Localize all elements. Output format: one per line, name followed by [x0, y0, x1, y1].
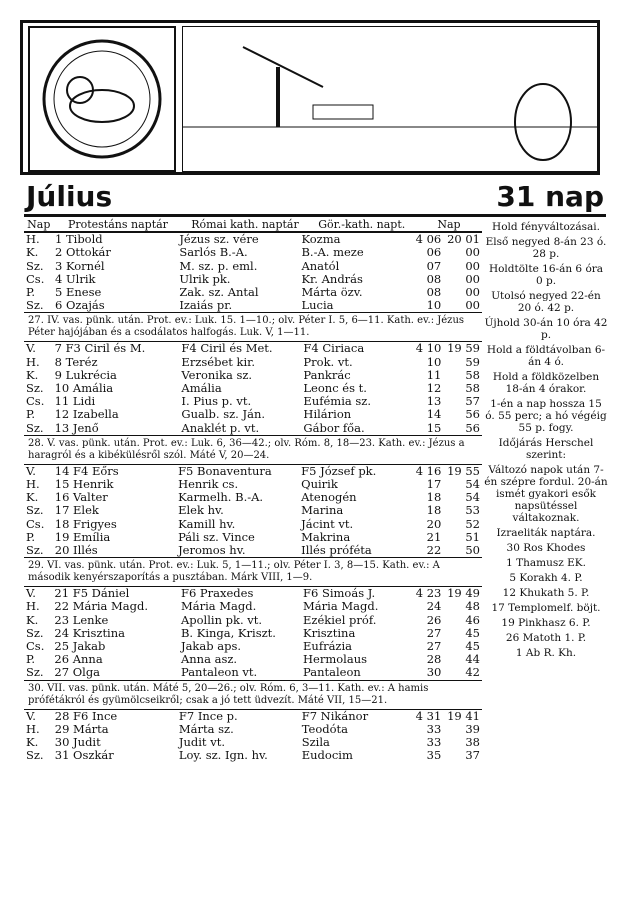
table-cell: Pantaleon — [303, 665, 361, 680]
table-cell: 53 — [465, 503, 480, 518]
table-cell: 4 10 — [415, 341, 442, 356]
table-cell: 28 F6 Ince — [54, 708, 118, 723]
table-cell: B.-A. meze — [301, 245, 364, 260]
table-cell: 10 — [426, 354, 442, 369]
table-cell: 14 F4 Eőrs — [54, 463, 119, 478]
table-row — [24, 544, 482, 557]
table-cell: 8 Teréz — [54, 354, 98, 369]
table-cell: 9 Lukrécia — [54, 367, 117, 382]
table-cell: Sz. — [26, 503, 44, 518]
table-cell: 45 — [465, 639, 480, 654]
table-cell: H. — [26, 477, 40, 492]
table-cell: 18 Frigyes — [54, 516, 117, 531]
table-cell: Veronika sz. — [181, 367, 253, 382]
table-cell: Mária Magd. — [303, 599, 379, 614]
table-cell: 24 — [426, 599, 442, 614]
table-cell: I. Pius p. vt. — [181, 394, 252, 409]
column-header-sun: Nap — [416, 218, 482, 232]
table-cell: 14 — [426, 407, 442, 422]
table-cell: Elek hv. — [178, 503, 224, 518]
table-cell: Jácint vt. — [301, 516, 354, 531]
table-cell: 46 — [465, 612, 480, 627]
table-cell: 22 — [426, 543, 442, 558]
side-note: Időjárás Herschel szerint: — [498, 437, 594, 461]
table-cell: Mária Magd. — [180, 599, 257, 614]
table-cell: F4 Ciriaca — [303, 341, 365, 356]
table-cell: V. — [26, 708, 36, 723]
table-cell: 19 49 — [447, 586, 480, 601]
table-row — [24, 518, 482, 531]
side-note: 5 Korakh 4. P. — [509, 572, 583, 584]
table-cell: Kozma — [301, 232, 341, 247]
table-cell: Sz. — [26, 665, 44, 680]
table-cell: Márta özv. — [301, 285, 363, 300]
table-cell: Sz. — [26, 258, 44, 273]
table-cell: Loy. sz. Ign. hv. — [178, 748, 268, 763]
table-cell: 20 Illés — [54, 543, 98, 558]
side-note: 1 Ab R. Kh. — [515, 647, 577, 659]
table-cell: 35 — [426, 748, 442, 763]
table-cell: Makrina — [301, 529, 351, 544]
table-cell: 11 Lidi — [54, 394, 96, 409]
table-cell: 38 — [465, 735, 480, 750]
table-cell: 21 F5 Dániel — [54, 586, 130, 601]
table-row — [24, 587, 482, 601]
gospel-note: 27. IV. vas. pünk. után. Prot. ev.: Luk. 15. 1—10.; olv. Péter I. 5, 6—11. Kath. ev.: Jézus Péter hajójában és a csodálatos halfogás. Luk. V, 1—11. — [24, 312, 482, 341]
table-cell: Eudocim — [301, 748, 353, 763]
table-row — [24, 233, 482, 247]
table-cell: 57 — [465, 394, 480, 409]
table-cell: K. — [26, 735, 39, 750]
table-cell: Cs. — [26, 394, 45, 409]
table-row — [24, 464, 482, 478]
table-cell: F6 Praxedes — [180, 586, 254, 601]
table-row — [24, 614, 482, 627]
column-header-prot: Protestáns naptár — [54, 218, 183, 232]
table-cell: Illés próféta — [301, 543, 372, 558]
table-cell: 25 Jakab — [54, 639, 106, 654]
table-cell: 10 Amália — [54, 381, 114, 396]
table-cell: 45 — [465, 625, 480, 640]
table-cell: 54 — [465, 477, 480, 492]
table-cell: Szila — [301, 735, 330, 750]
table-row — [24, 342, 482, 356]
week-block — [24, 464, 482, 557]
table-cell: 31 Oszkár — [54, 748, 114, 763]
table-cell: Leonc és t. — [303, 381, 367, 396]
table-cell: Gualb. sz. Ján. — [181, 407, 266, 422]
table-cell: Atenogén — [301, 490, 357, 505]
table-cell: V. — [26, 586, 36, 601]
month-title: Július — [26, 180, 113, 213]
table-row — [24, 422, 482, 435]
side-note: Hold a földtávolban 6-án 4 ó. — [486, 344, 606, 368]
table-cell: 27 — [426, 639, 442, 654]
table-cell: F4 Ciril és Met. — [181, 341, 273, 356]
table-cell: 30 Judit — [54, 735, 101, 750]
table-cell: 19 Emília — [54, 529, 111, 544]
table-cell: 5 Enese — [55, 285, 102, 300]
table-cell: 50 — [465, 543, 480, 558]
table-cell: Marina — [301, 503, 344, 518]
table-cell: 18 — [426, 490, 442, 505]
table-cell: Sz. — [26, 420, 44, 435]
table-cell: 42 — [465, 665, 480, 680]
table-cell: 4 16 — [415, 463, 442, 478]
table-cell: 20 01 — [447, 232, 480, 247]
table-cell: 4 06 — [415, 232, 442, 247]
table-cell: 00 — [465, 298, 480, 313]
sidebar-notes — [484, 218, 608, 662]
table-cell: 22 Mária Magd. — [54, 599, 149, 614]
table-cell: Henrik cs. — [178, 477, 239, 492]
gospel-note: 30. VII. vas. pünk. után. Máté 5, 20—26.; olv. Róm. 6, 3—11. Kath. ev.: A hamis prófétákról és gyümölcseikről; csak a jó tett üdvezít. Máté VII, 15—21. — [24, 680, 482, 709]
table-cell: 27 — [426, 625, 442, 640]
table-cell: Anna asz. — [180, 652, 238, 667]
table-cell: P. — [26, 407, 36, 422]
table-cell: P. — [26, 285, 36, 300]
table-cell: H. — [26, 232, 40, 247]
table-cell: Anaklét p. vt. — [181, 420, 260, 435]
table-row — [24, 600, 482, 613]
table-cell: 19 59 — [447, 341, 480, 356]
table-cell: 15 Henrik — [54, 477, 114, 492]
table-cell: 44 — [465, 652, 480, 667]
table-cell: 19 55 — [447, 463, 480, 478]
table-cell: Cs. — [26, 516, 45, 531]
table-cell: 56 — [465, 407, 480, 422]
table-cell: Karmelh. B.-A. — [178, 490, 264, 505]
table-cell: Sz. — [26, 625, 44, 640]
table-cell: Zak. sz. Antal — [179, 285, 259, 300]
lion-medallion-image — [28, 26, 176, 172]
table-cell: Ezékiel próf. — [303, 612, 377, 627]
table-cell: Amália — [181, 381, 222, 396]
table-cell: K. — [26, 367, 39, 382]
table-cell: 10 — [426, 298, 442, 313]
calendar-table — [24, 218, 482, 763]
table-cell: H. — [26, 599, 40, 614]
table-cell: 21 — [426, 529, 442, 544]
table-cell: 37 — [465, 748, 480, 763]
table-cell: 00 — [465, 271, 480, 286]
gospel-note: 29. VI. vas. pünk. után. Prot. ev.: Luk. 5, 1—11.; olv. Péter I. 3, 8—15. Kath. ev.: A második kenyérszaporítás a pusztában. Márk VIII, 1—9. — [24, 557, 482, 586]
side-note: Első negyed 8-án 23 ó. 28 p. — [485, 236, 607, 260]
table-cell: 3 Kornél — [55, 258, 105, 273]
week-block — [24, 232, 482, 312]
table-cell: Sz. — [26, 381, 44, 396]
side-note: Utolsó negyed 22-én 20 ó. 42 p. — [491, 290, 601, 314]
table-cell: V. — [26, 341, 36, 356]
table-cell: Márta sz. — [178, 721, 234, 736]
table-cell: 2 Ottokár — [55, 245, 111, 260]
table-cell: 08 — [426, 271, 442, 286]
table-cell: Hilárion — [303, 407, 352, 422]
week-block — [24, 586, 482, 679]
table-cell: F7 Ince p. — [178, 708, 238, 723]
side-note: Változó napok után 7-én szépre fordul. 20-án ismét gyakori esők napsütéssel váltakoznak. — [484, 464, 608, 524]
gospel-note: 28. V. vas. pünk. után. Prot. ev.: Luk. 6, 36—42.; olv. Róm. 8, 18—23. Kath. ev.: Jézus a haragról és a kibékülésről szól. Máté V, 20—24. — [24, 435, 482, 464]
table-cell: 4 31 — [415, 708, 442, 723]
table-cell: Sz. — [26, 543, 44, 558]
table-cell: 26 — [426, 612, 442, 627]
table-cell: 17 Elek — [54, 503, 99, 518]
table-cell: 07 — [426, 258, 442, 273]
table-cell: 52 — [465, 516, 480, 531]
table-cell: P. — [26, 652, 36, 667]
table-cell: Sz. — [26, 298, 44, 313]
table-cell: V. — [26, 463, 36, 478]
title-rule — [24, 214, 606, 217]
table-cell: 19 41 — [447, 708, 480, 723]
table-cell: Eufémia sz. — [303, 394, 371, 409]
table-cell: Jeromos hv. — [178, 543, 246, 558]
table-row — [24, 246, 482, 259]
side-note: Hold fényváltozásai. — [492, 221, 600, 233]
table-cell: 16 Valter — [54, 490, 108, 505]
table-cell: 54 — [465, 490, 480, 505]
table-cell: F5 Bonaventura — [178, 463, 272, 478]
table-cell: Jakab aps. — [180, 639, 242, 654]
table-cell: F5 József pk. — [301, 463, 377, 478]
table-cell: 13 Jenő — [54, 420, 99, 435]
table-cell: Erzsébet kir. — [181, 354, 256, 369]
side-note: 30 Ros Khodes — [506, 542, 586, 554]
side-note: 19 Pinkhasz 6. P. — [501, 617, 591, 629]
table-cell: 12 — [426, 381, 442, 396]
table-cell: 20 — [426, 516, 442, 531]
column-header-gor: Gör.-kath. napt. — [308, 218, 416, 232]
well-scene-illustration — [182, 26, 598, 172]
table-row — [24, 408, 482, 421]
table-cell: 17 — [426, 477, 442, 492]
table-cell: 6 Ozajás — [55, 298, 105, 313]
table-cell: 27 Olga — [54, 665, 101, 680]
side-note: Izraeliták naptára. — [496, 527, 596, 539]
table-cell: H. — [26, 721, 40, 736]
table-cell: Teodóta — [301, 721, 349, 736]
table-cell: 28 — [426, 652, 442, 667]
table-cell: Apollin pk. vt. — [180, 612, 263, 627]
table-cell: B. Kinga, Kriszt. — [180, 625, 276, 640]
table-cell: M. sz. p. eml. — [179, 258, 258, 273]
side-note: 26 Matoth 1. P. — [505, 632, 587, 644]
table-cell: Izaiás pr. — [179, 298, 233, 313]
table-cell: Sarlós B.-A. — [179, 245, 248, 260]
table-cell: 26 Anna — [54, 652, 103, 667]
table-row — [24, 299, 482, 312]
side-note: Hold a földközelben 18-án 4 órakor. — [492, 371, 600, 395]
table-cell: K. — [26, 490, 39, 505]
table-cell: Eufrázia — [303, 639, 353, 654]
table-cell: 7 F3 Ciril és M. — [54, 341, 146, 356]
table-cell: 12 Izabella — [54, 407, 119, 422]
table-row — [24, 356, 482, 369]
days-count: 31 nap — [496, 180, 604, 213]
table-cell: 33 — [426, 735, 442, 750]
table-cell: Pankrác — [303, 367, 351, 382]
table-cell: 30 — [426, 665, 442, 680]
table-cell: 13 — [426, 394, 442, 409]
table-cell: 1 Tibold — [55, 232, 103, 247]
table-cell: P. — [26, 529, 36, 544]
side-note: Holdtölte 16-án 6 óra 0 p. — [488, 263, 604, 287]
table-cell: 11 — [426, 367, 442, 382]
table-row — [24, 749, 482, 762]
column-header-day: Nap — [24, 218, 54, 232]
side-note: Újhold 30-án 10 óra 42 p. — [484, 317, 608, 341]
table-cell: 29 Márta — [54, 721, 109, 736]
side-note: 17 Templomelf. böjt. — [491, 602, 601, 614]
table-cell: Páli sz. Vince — [178, 529, 255, 544]
table-cell: 00 — [465, 258, 480, 273]
table-cell: K. — [26, 612, 39, 627]
table-cell: 00 — [465, 285, 480, 300]
table-cell: 24 Krisztina — [54, 625, 125, 640]
table-cell: 48 — [465, 599, 480, 614]
table-cell: 59 — [465, 354, 480, 369]
column-header-rom: Római kath. naptár — [182, 218, 307, 232]
table-cell: Quirik — [301, 477, 338, 492]
table-cell: Anatól — [301, 258, 340, 273]
week-block — [24, 709, 482, 763]
table-cell: 00 — [465, 245, 480, 260]
table-cell: Ulrik pk. — [179, 271, 231, 286]
table-cell: 39 — [465, 721, 480, 736]
table-cell: F6 Simoás J. — [303, 586, 376, 601]
table-row — [24, 504, 482, 517]
table-cell: Krisztina — [303, 625, 356, 640]
week-block — [24, 341, 482, 434]
table-cell: 51 — [465, 529, 480, 544]
table-cell: Pantaleon vt. — [180, 665, 258, 680]
table-cell: Gábor főa. — [303, 420, 365, 435]
side-note: 1 Thamusz EK. — [506, 557, 586, 569]
side-note: 1-én a nap hossza 15 ó. 55 perc; a hó végéig 55 p. fogy. — [485, 398, 607, 434]
table-cell: 4 Ulrik — [55, 271, 96, 286]
table-cell: Lucia — [301, 298, 334, 313]
table-cell: Judit vt. — [178, 735, 225, 750]
table-cell: Hermolaus — [303, 652, 368, 667]
table-cell: Kamill hv. — [178, 516, 236, 531]
table-cell: 58 — [465, 381, 480, 396]
table-cell: 4 23 — [415, 586, 442, 601]
table-row — [24, 260, 482, 273]
table-cell: H. — [26, 354, 40, 369]
table-cell: F7 Nikánor — [301, 708, 369, 723]
table-cell: 58 — [465, 367, 480, 382]
table-cell: Cs. — [26, 271, 45, 286]
table-cell: K. — [26, 245, 39, 260]
table-cell: 56 — [465, 420, 480, 435]
table-cell: Prok. vt. — [303, 354, 353, 369]
table-cell: 33 — [426, 721, 442, 736]
table-cell: Sz. — [26, 748, 44, 763]
table-cell: Jézus sz. vére — [179, 232, 259, 247]
table-cell: Kr. András — [301, 271, 363, 286]
table-row — [24, 709, 482, 723]
table-cell: Cs. — [26, 639, 45, 654]
side-note: 12 Khukath 5. P. — [502, 587, 590, 599]
table-cell: 08 — [426, 285, 442, 300]
table-cell: 18 — [426, 503, 442, 518]
table-cell: 23 Lenke — [54, 612, 109, 627]
table-cell: 06 — [426, 245, 442, 260]
table-cell: 15 — [426, 420, 442, 435]
table-row — [24, 666, 482, 679]
